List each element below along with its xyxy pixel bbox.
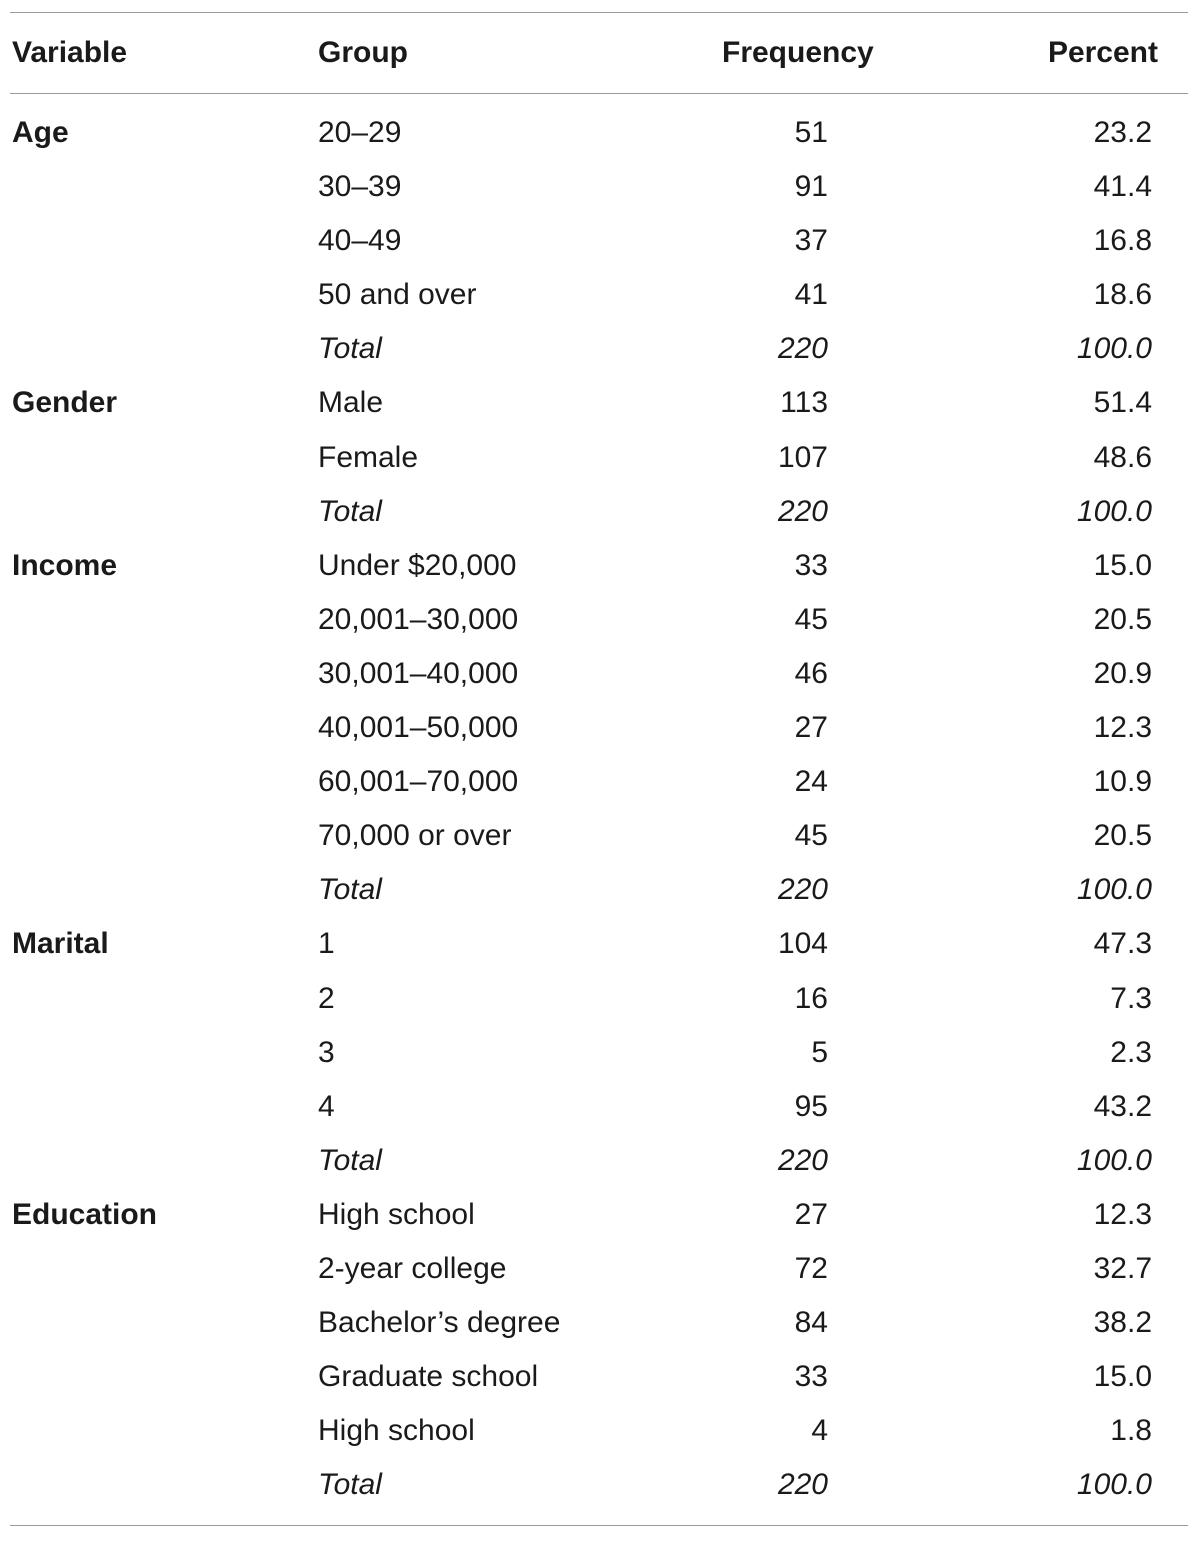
frequency-cell: 16 <box>794 981 828 1015</box>
variable-cell: Marital <box>12 927 109 961</box>
group-cell: High school <box>318 1197 475 1231</box>
percent-cell: 47.3 <box>1093 927 1152 961</box>
percent-cell: 43.2 <box>1093 1089 1152 1123</box>
percent-cell: 10.9 <box>1093 765 1152 799</box>
header-percent: Percent <box>1047 36 1158 69</box>
percent-cell: 100.0 <box>1076 1143 1152 1177</box>
group-cell: 20,001–30,000 <box>318 602 519 636</box>
table-row <box>0 647 1200 701</box>
group-cell: 40–49 <box>318 224 402 258</box>
group-cell: Total <box>318 332 382 366</box>
table-row <box>0 1080 1200 1134</box>
frequency-cell: 27 <box>794 1197 828 1231</box>
group-cell: 4 <box>318 1089 335 1123</box>
group-cell: Female <box>318 440 419 474</box>
frequency-cell: 107 <box>777 440 828 474</box>
percent-cell: 16.8 <box>1093 224 1152 258</box>
group-cell: Graduate school <box>318 1360 539 1394</box>
group-cell: 50 and over <box>318 278 477 312</box>
percent-cell: 18.6 <box>1093 278 1152 312</box>
group-cell: Total <box>318 1143 382 1177</box>
table-row <box>0 593 1200 647</box>
frequency-cell: 84 <box>794 1306 828 1340</box>
group-cell: 1 <box>318 927 335 961</box>
group-cell: 30,001–40,000 <box>318 656 519 690</box>
table-row <box>0 1404 1200 1458</box>
frequency-cell: 33 <box>794 548 828 582</box>
group-cell: 20–29 <box>318 116 402 149</box>
table-row <box>0 809 1200 863</box>
table-row <box>0 160 1200 214</box>
frequency-cell: 37 <box>794 224 828 258</box>
frequency-cell: 4 <box>811 1414 828 1448</box>
group-cell: Male <box>318 386 384 420</box>
group-cell: Bachelor’s degree <box>318 1306 561 1340</box>
group-cell: 60,001–70,000 <box>318 765 519 799</box>
table-body <box>0 106 1200 1512</box>
table-row <box>0 701 1200 755</box>
table-header-rule <box>10 93 1188 94</box>
table-header <box>0 12 1200 93</box>
frequency-cell: 51 <box>794 116 828 149</box>
percent-cell: 51.4 <box>1093 386 1152 420</box>
percent-cell: 2.3 <box>1110 1035 1152 1069</box>
table-row <box>0 376 1200 430</box>
percent-cell: 41.4 <box>1093 170 1152 204</box>
group-cell: 30–39 <box>318 170 402 204</box>
group-cell: 2-year college <box>318 1251 507 1285</box>
group-cell: Total <box>318 1468 382 1502</box>
frequency-cell: 72 <box>794 1251 828 1285</box>
table-row <box>0 1296 1200 1350</box>
variable-cell: Age <box>12 116 69 149</box>
percent-cell: 48.6 <box>1093 440 1152 474</box>
frequency-cell: 95 <box>794 1089 828 1123</box>
percent-cell: 23.2 <box>1093 116 1152 149</box>
table-total-row <box>0 863 1200 917</box>
table-row <box>0 755 1200 809</box>
frequency-cell: 220 <box>777 332 828 366</box>
percent-cell: 38.2 <box>1093 1306 1152 1340</box>
percent-cell: 100.0 <box>1076 332 1152 366</box>
table-row <box>0 1350 1200 1404</box>
table-row <box>0 972 1200 1026</box>
table-row <box>0 539 1200 593</box>
table-row <box>0 917 1200 971</box>
frequency-cell: 220 <box>777 494 828 528</box>
frequency-cell: 46 <box>794 656 828 690</box>
percent-cell: 20.5 <box>1093 819 1152 853</box>
table-row <box>0 1188 1200 1242</box>
table-total-row <box>0 322 1200 376</box>
table-total-row <box>0 485 1200 539</box>
percent-cell: 12.3 <box>1093 711 1152 745</box>
frequency-cell: 45 <box>794 602 828 636</box>
percent-cell: 100.0 <box>1076 873 1152 907</box>
frequency-cell: 45 <box>794 819 828 853</box>
frequency-cell: 24 <box>794 765 828 799</box>
group-cell: 3 <box>318 1035 335 1069</box>
table-total-row <box>0 1134 1200 1188</box>
group-cell: High school <box>318 1414 475 1448</box>
table-row <box>0 106 1200 160</box>
percent-cell: 15.0 <box>1093 548 1152 582</box>
header-group: Group <box>318 36 408 69</box>
frequency-cell: 41 <box>794 278 828 312</box>
table-row <box>0 214 1200 268</box>
group-cell: 70,000 or over <box>318 819 512 853</box>
table-row <box>0 431 1200 485</box>
variable-cell: Income <box>12 548 118 582</box>
frequency-cell: 113 <box>780 386 828 420</box>
frequency-cell: 220 <box>777 1143 828 1177</box>
group-cell: 2 <box>318 981 335 1015</box>
percent-cell: 100.0 <box>1076 1468 1152 1502</box>
frequency-cell: 91 <box>794 170 828 204</box>
table-row <box>0 1242 1200 1296</box>
table-row <box>0 1026 1200 1080</box>
percent-cell: 7.3 <box>1110 981 1152 1015</box>
frequency-cell: 27 <box>794 711 828 745</box>
group-cell: Under $20,000 <box>318 548 517 582</box>
header-frequency: Frequency <box>722 36 874 69</box>
group-cell: Total <box>318 873 382 907</box>
frequency-cell: 104 <box>777 927 828 961</box>
percent-cell: 20.5 <box>1093 602 1152 636</box>
variable-cell: Gender <box>12 386 118 420</box>
group-cell: 40,001–50,000 <box>318 711 519 745</box>
variable-cell: Education <box>12 1197 158 1231</box>
table-total-row <box>0 1458 1200 1512</box>
frequency-cell: 33 <box>794 1360 828 1394</box>
header-variable: Variable <box>12 36 128 69</box>
table-bottom-rule <box>10 1525 1188 1526</box>
frequency-cell: 220 <box>777 873 828 907</box>
percent-cell: 20.9 <box>1093 656 1152 690</box>
frequency-cell: 220 <box>777 1468 828 1502</box>
percent-cell: 100.0 <box>1076 494 1152 528</box>
frequency-cell: 5 <box>811 1035 828 1069</box>
percent-cell: 15.0 <box>1093 1360 1152 1394</box>
percent-cell: 1.8 <box>1110 1414 1152 1448</box>
group-cell: Total <box>318 494 382 528</box>
percent-cell: 32.7 <box>1093 1251 1152 1285</box>
percent-cell: 12.3 <box>1093 1197 1152 1231</box>
table-row <box>0 268 1200 322</box>
